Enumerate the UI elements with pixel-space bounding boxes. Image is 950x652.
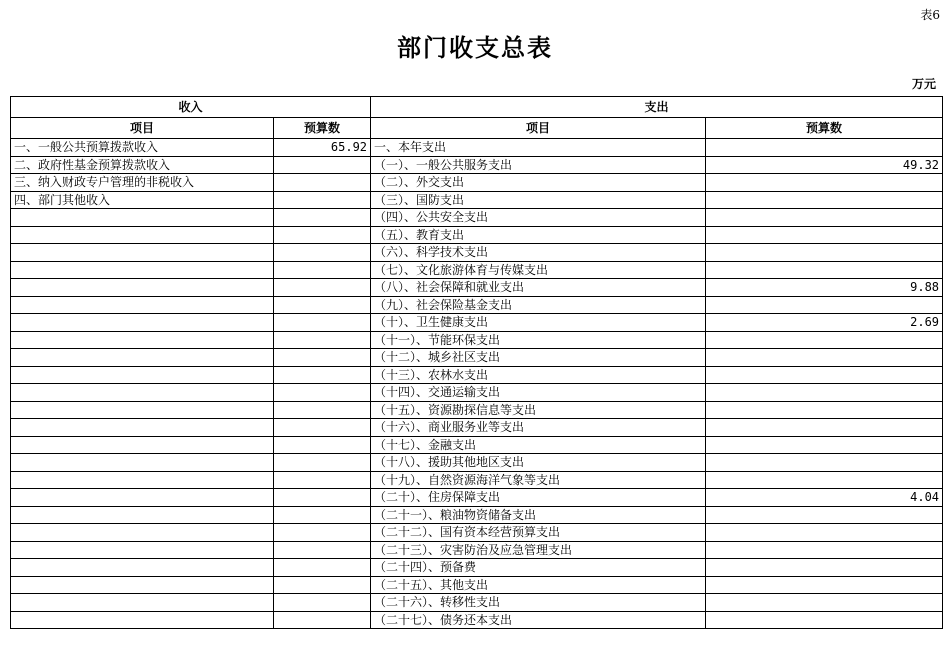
income-item-cell: 一、一般公共预算拨款收入 bbox=[11, 139, 274, 157]
table-row bbox=[11, 261, 943, 279]
expense-value-cell bbox=[706, 209, 943, 227]
income-item-cell bbox=[11, 296, 274, 314]
expense-value-cell bbox=[706, 139, 943, 157]
income-item-cell bbox=[11, 366, 274, 384]
table-row bbox=[11, 156, 943, 174]
table-row bbox=[11, 541, 943, 559]
expense-item-cell: （二十六）、转移性支出 bbox=[371, 594, 706, 612]
expense-value-cell bbox=[706, 611, 943, 629]
income-item-cell bbox=[11, 611, 274, 629]
expense-item-cell: （九）、社会保险基金支出 bbox=[371, 296, 706, 314]
table-row bbox=[11, 226, 943, 244]
expense-value-cell bbox=[706, 384, 943, 402]
expense-value-cell bbox=[706, 226, 943, 244]
table-row bbox=[11, 559, 943, 577]
expense-value-cell: 9.88 bbox=[706, 279, 943, 297]
expense-value-cell bbox=[706, 576, 943, 594]
income-value-cell bbox=[274, 296, 371, 314]
table-row bbox=[11, 296, 943, 314]
expense-item-cell: （二十一）、粮油物资储备支出 bbox=[371, 506, 706, 524]
expense-item-cell: （一）、一般公共服务支出 bbox=[371, 156, 706, 174]
income-item-cell bbox=[11, 419, 274, 437]
expense-value-cell bbox=[706, 594, 943, 612]
income-item-cell bbox=[11, 279, 274, 297]
expense-value-cell bbox=[706, 471, 943, 489]
expense-value-cell bbox=[706, 296, 943, 314]
income-item-cell bbox=[11, 541, 274, 559]
income-value-cell bbox=[274, 209, 371, 227]
expense-item-cell: （八）、社会保障和就业支出 bbox=[371, 279, 706, 297]
income-item-cell bbox=[11, 244, 274, 262]
income-item-cell bbox=[11, 314, 274, 332]
expense-item-cell: （三）、国防支出 bbox=[371, 191, 706, 209]
expense-value-cell bbox=[706, 191, 943, 209]
section-header-row bbox=[11, 97, 943, 118]
income-item-cell bbox=[11, 384, 274, 402]
income-value-cell bbox=[274, 506, 371, 524]
table-row bbox=[11, 576, 943, 594]
table-row bbox=[11, 174, 943, 192]
income-value-cell bbox=[274, 489, 371, 507]
expense-value-cell: 2.69 bbox=[706, 314, 943, 332]
income-value-cell bbox=[274, 436, 371, 454]
income-value-cell bbox=[274, 366, 371, 384]
income-item-cell bbox=[11, 489, 274, 507]
income-item-cell: 二、政府性基金预算拨款收入 bbox=[11, 156, 274, 174]
table-row bbox=[11, 244, 943, 262]
table-row bbox=[11, 331, 943, 349]
table-row bbox=[11, 454, 943, 472]
expense-item-cell: （七）、文化旅游体育与传媒支出 bbox=[371, 261, 706, 279]
table-row bbox=[11, 384, 943, 402]
expense-value-cell bbox=[706, 244, 943, 262]
income-budget-header: 预算数 bbox=[274, 118, 371, 139]
table-row bbox=[11, 419, 943, 437]
expense-value-cell bbox=[706, 524, 943, 542]
page-title: 部门收支总表 bbox=[397, 34, 553, 62]
column-header-row bbox=[11, 118, 943, 139]
expense-value-cell bbox=[706, 349, 943, 367]
income-item-cell bbox=[11, 261, 274, 279]
income-item-cell bbox=[11, 226, 274, 244]
income-item-cell bbox=[11, 471, 274, 489]
table-row bbox=[11, 401, 943, 419]
expense-value-cell bbox=[706, 436, 943, 454]
expense-item-cell: （十七）、金融支出 bbox=[371, 436, 706, 454]
expense-item-cell: （十八）、援助其他地区支出 bbox=[371, 454, 706, 472]
income-value-cell bbox=[274, 314, 371, 332]
expense-item-cell: （十九）、自然资源海洋气象等支出 bbox=[371, 471, 706, 489]
expense-item-cell: （十三）、农林水支出 bbox=[371, 366, 706, 384]
expense-item-cell: （六）、科学技术支出 bbox=[371, 244, 706, 262]
expense-value-cell bbox=[706, 174, 943, 192]
income-item-cell bbox=[11, 436, 274, 454]
expense-item-cell: （二十四）、预备费 bbox=[371, 559, 706, 577]
income-value-cell bbox=[274, 226, 371, 244]
income-value-cell bbox=[274, 279, 371, 297]
income-value-cell bbox=[274, 191, 371, 209]
expense-value-cell bbox=[706, 419, 943, 437]
expense-value-cell: 4.04 bbox=[706, 489, 943, 507]
table-row bbox=[11, 209, 943, 227]
expense-item-cell: （二）、外交支出 bbox=[371, 174, 706, 192]
income-item-header: 项目 bbox=[11, 118, 274, 139]
income-item-cell bbox=[11, 506, 274, 524]
income-value-cell bbox=[274, 576, 371, 594]
income-value-cell bbox=[274, 244, 371, 262]
expense-item-cell: （五）、教育支出 bbox=[371, 226, 706, 244]
expense-value-cell bbox=[706, 454, 943, 472]
table-row bbox=[11, 436, 943, 454]
income-value-cell bbox=[274, 419, 371, 437]
income-header: 收入 bbox=[11, 97, 371, 118]
expense-value-cell bbox=[706, 366, 943, 384]
expense-item-cell: （十四）、交通运输支出 bbox=[371, 384, 706, 402]
table-row bbox=[11, 506, 943, 524]
income-value-cell bbox=[274, 349, 371, 367]
table-row bbox=[11, 366, 943, 384]
expense-item-cell: （二十七）、债务还本支出 bbox=[371, 611, 706, 629]
income-value-cell bbox=[274, 454, 371, 472]
expense-value-cell bbox=[706, 331, 943, 349]
expense-item-cell: （二十五）、其他支出 bbox=[371, 576, 706, 594]
income-value-cell bbox=[274, 524, 371, 542]
expense-value-cell bbox=[706, 401, 943, 419]
income-value-cell bbox=[274, 611, 371, 629]
expense-item-cell: 一、本年支出 bbox=[371, 139, 706, 157]
unit-label: 万元 bbox=[911, 77, 936, 91]
table-number: 表6 bbox=[920, 8, 940, 22]
income-item-cell: 四、部门其他收入 bbox=[11, 191, 274, 209]
income-value-cell bbox=[274, 541, 371, 559]
expense-item-header: 项目 bbox=[371, 118, 706, 139]
expense-item-cell: （十一）、节能环保支出 bbox=[371, 331, 706, 349]
income-value-cell bbox=[274, 174, 371, 192]
table-row bbox=[11, 471, 943, 489]
expense-value-cell bbox=[706, 261, 943, 279]
income-value-cell bbox=[274, 401, 371, 419]
income-value-cell bbox=[274, 261, 371, 279]
table-row bbox=[11, 279, 943, 297]
expense-value-cell: 49.32 bbox=[706, 156, 943, 174]
table-row bbox=[11, 139, 943, 157]
income-value-cell: 65.92 bbox=[274, 139, 371, 157]
income-value-cell bbox=[274, 331, 371, 349]
income-item-cell bbox=[11, 524, 274, 542]
table-row bbox=[11, 314, 943, 332]
income-item-cell bbox=[11, 401, 274, 419]
income-item-cell bbox=[11, 559, 274, 577]
income-value-cell bbox=[274, 384, 371, 402]
income-item-cell bbox=[11, 209, 274, 227]
expense-item-cell: （十）、卫生健康支出 bbox=[371, 314, 706, 332]
table-row bbox=[11, 594, 943, 612]
income-value-cell bbox=[274, 156, 371, 174]
expense-budget-header: 预算数 bbox=[706, 118, 943, 139]
income-value-cell bbox=[274, 471, 371, 489]
expense-item-cell: （二十三）、灾害防治及应急管理支出 bbox=[371, 541, 706, 559]
expense-item-cell: （二十二）、国有资本经营预算支出 bbox=[371, 524, 706, 542]
income-value-cell bbox=[274, 594, 371, 612]
expense-item-cell: （十五）、资源勘探信息等支出 bbox=[371, 401, 706, 419]
table-row bbox=[11, 489, 943, 507]
income-item-cell bbox=[11, 576, 274, 594]
budget-summary-table bbox=[10, 96, 943, 629]
income-value-cell bbox=[274, 559, 371, 577]
expense-value-cell bbox=[706, 506, 943, 524]
expense-value-cell bbox=[706, 541, 943, 559]
expense-value-cell bbox=[706, 559, 943, 577]
income-item-cell bbox=[11, 454, 274, 472]
income-item-cell: 三、纳入财政专户管理的非税收入 bbox=[11, 174, 274, 192]
expense-item-cell: （十二）、城乡社区支出 bbox=[371, 349, 706, 367]
table-row bbox=[11, 611, 943, 629]
income-item-cell bbox=[11, 331, 274, 349]
table-row bbox=[11, 349, 943, 367]
table-row bbox=[11, 524, 943, 542]
income-item-cell bbox=[11, 349, 274, 367]
table-row bbox=[11, 191, 943, 209]
expense-header: 支出 bbox=[371, 97, 943, 118]
expense-item-cell: （十六）、商业服务业等支出 bbox=[371, 419, 706, 437]
expense-item-cell: （四）、公共安全支出 bbox=[371, 209, 706, 227]
income-item-cell bbox=[11, 594, 274, 612]
expense-item-cell: （二十）、住房保障支出 bbox=[371, 489, 706, 507]
